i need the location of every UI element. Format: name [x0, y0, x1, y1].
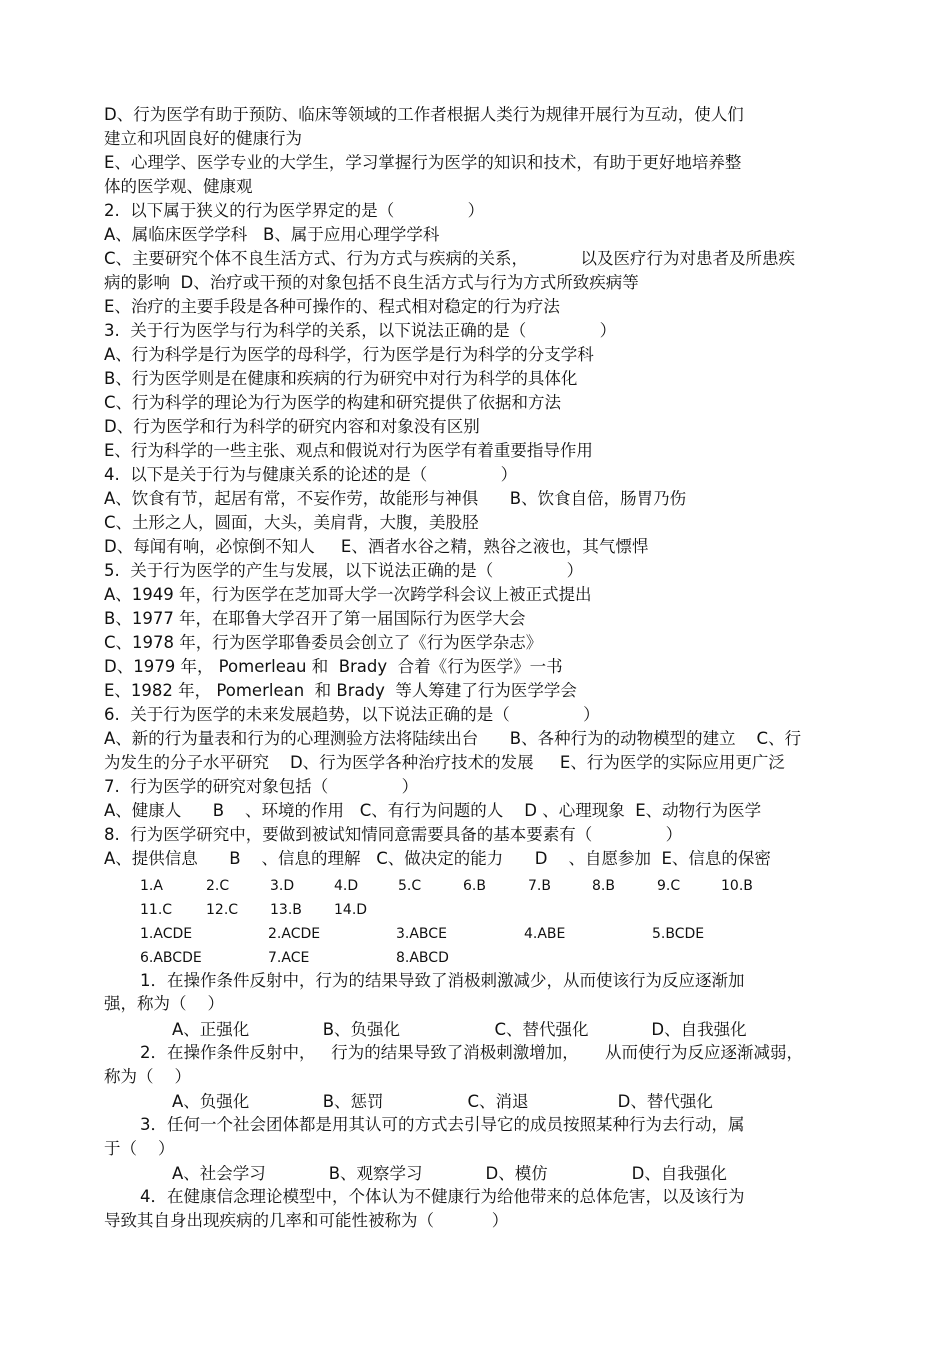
text-line: C、主要研究个体不良生活方式、行为方式与疾病的关系， 以及医疗行为对患者及所患疾: [104, 249, 795, 268]
answer-item: 8.ABCD: [396, 950, 449, 966]
q2-2-stem: 2．在操作条件反射中， 行为的结果导致了消极刺激增加， 从而使行为反应逐渐减弱，: [140, 1043, 803, 1062]
options-line: A、社会学习 B、观察学习 D、模仿 D、自我强化: [172, 1164, 727, 1183]
text-line: D、每闻有响，必惊倒不知人 E、酒者水谷之精，熟谷之液也，其气慓悍: [104, 537, 649, 556]
answer-item: 10.B: [721, 878, 753, 894]
answer-item: 3.D: [270, 878, 295, 894]
question-3-stem: 3. 关于行为医学与行为科学的关系，以下说法正确的是（ ）: [104, 321, 617, 340]
q2-1-stem: 1．在操作条件反射中，行为的结果导致了消极刺激减少，从而使该行为反应逐渐加: [140, 971, 745, 990]
text-line: B、1977 年，在耶鲁大学召开了第一届国际行为医学大会: [104, 609, 526, 628]
text-line: A、1949 年，行为医学在芝加哥大学一次跨学科会议上被正式提出: [104, 585, 592, 604]
text-line: D、行为医学和行为科学的研究内容和对象没有区别: [104, 417, 480, 436]
question-7-stem: 7. 行为医学的研究对象包括（ ）: [104, 777, 419, 796]
answer-item: 6.ABCDE: [140, 950, 202, 966]
text-line: A、提供信息 B 、信息的理解 C、做决定的能力 D 、自愿参加 E、信息的保密: [104, 849, 771, 868]
answer-item: 4.D: [334, 878, 359, 894]
text-line: C、土形之人，圆面，大头，美肩背，大腹，美股胫: [104, 513, 479, 532]
text-line: B、行为医学则是在健康和疾病的行为研究中对行为科学的具体化: [104, 369, 578, 388]
options-line: A、负强化 B、惩罚 C、消退 D、替代强化: [172, 1092, 713, 1111]
answer-item: 13.B: [270, 902, 302, 918]
answer-item: 3.ABCE: [396, 926, 447, 942]
text-line: 于（ ）: [104, 1139, 175, 1158]
question-5-stem: 5. 关于行为医学的产生与发展，以下说法正确的是（ ）: [104, 561, 584, 580]
text-line: E、1982 年， Pomerlean 和 Brady 等人筹建了行为医学学会: [104, 681, 577, 700]
text-line: A、新的行为量表和行为的心理测验方法将陆续出台 B、各种行为的动物模型的建立 C、行: [104, 729, 802, 748]
answer-item: 14.D: [334, 902, 368, 918]
answer-item: 9.C: [657, 878, 681, 894]
answer-item: 12.C: [206, 902, 239, 918]
text-line: E、治疗的主要手段是各种可操作的、程式相对稳定的行为疗法: [104, 297, 560, 316]
answer-item: 2.ACDE: [268, 926, 321, 942]
text-line: 称为（ ）: [104, 1067, 191, 1086]
answer-item: 5.C: [398, 878, 422, 894]
question-2-stem: 2. 以下属于狭义的行为医学界定的是（ ）: [104, 201, 485, 220]
text-line: D、1979 年， Pomerleau 和 Brady 合着《行为医学》一书: [104, 657, 563, 676]
text-line: A、行为科学是行为医学的母科学，行为医学是行为科学的分支学科: [104, 345, 594, 364]
text-line: E、心理学、医学专业的大学生，学习掌握行为医学的知识和技术，有助于更好地培养整: [104, 153, 742, 172]
answer-item: 1.A: [140, 878, 163, 894]
question-8-stem: 8. 行为医学研究中，要做到被试知情同意需要具备的基本要素有（ ）: [104, 825, 683, 844]
text-line: C、1978 年，行为医学耶鲁委员会创立了《行为医学杂志》: [104, 633, 543, 652]
text-line: C、行为科学的理论为行为医学的构建和研究提供了依据和方法: [104, 393, 562, 412]
text-line: 体的医学观、健康观: [104, 177, 253, 196]
answer-item: 8.B: [592, 878, 615, 894]
text-line: 建立和巩固良好的健康行为: [104, 129, 302, 148]
answer-item: 6.B: [463, 878, 486, 894]
text-line: A、饮食有节，起居有常，不妄作劳，故能形与神俱 B、饮食自倍，肠胃乃伤: [104, 489, 687, 508]
text-line: 强，称为（ ）: [104, 994, 224, 1013]
text-line: A、健康人 B 、环境的作用 C、有行为问题的人 D 、心理现象 E、动物行为医学: [104, 801, 762, 820]
answer-item: 11.C: [140, 902, 173, 918]
answer-item: 2.C: [206, 878, 230, 894]
answer-item: 7.ACE: [268, 950, 310, 966]
options-line: A、正强化 B、负强化 C、替代强化 D、自我强化: [172, 1020, 747, 1039]
text-line: 导致其自身出现疾病的几率和可能性被称为（ ）: [104, 1211, 509, 1230]
text-line: 病的影响 D、治疗或干预的对象包括不良生活方式与行为方式所致疾病等: [104, 273, 639, 292]
text-line: D、行为医学有助于预防、临床等领域的工作者根据人类行为规律开展行为互动，使人们: [104, 105, 744, 124]
text-line: 为发生的分子水平研究 D、行为医学各种治疗技术的发展 E、行为医学的实际应用更广泛: [104, 753, 785, 772]
answer-item: 7.B: [528, 878, 551, 894]
answer-item: 5.BCDE: [652, 926, 705, 942]
text-line: E、行为科学的一些主张、观点和假说对行为医学有着重要指导作用: [104, 441, 593, 460]
text-line: A、属临床医学学科 B、属于应用心理学学科: [104, 225, 440, 244]
q2-4-stem: 4．在健康信念理论模型中，个体认为不健康行为给他带来的总体危害，以及该行为: [140, 1187, 745, 1206]
q2-3-stem: 3．任何一个社会团体都是用其认可的方式去引导它的成员按照某种行为去行动，属: [140, 1115, 745, 1134]
question-6-stem: 6. 关于行为医学的未来发展趋势，以下说法正确的是（ ）: [104, 705, 600, 724]
answer-item: 4.ABE: [524, 926, 566, 942]
question-4-stem: 4. 以下是关于行为与健康关系的论述的是（ ）: [104, 465, 518, 484]
answer-item: 1.ACDE: [140, 926, 193, 942]
